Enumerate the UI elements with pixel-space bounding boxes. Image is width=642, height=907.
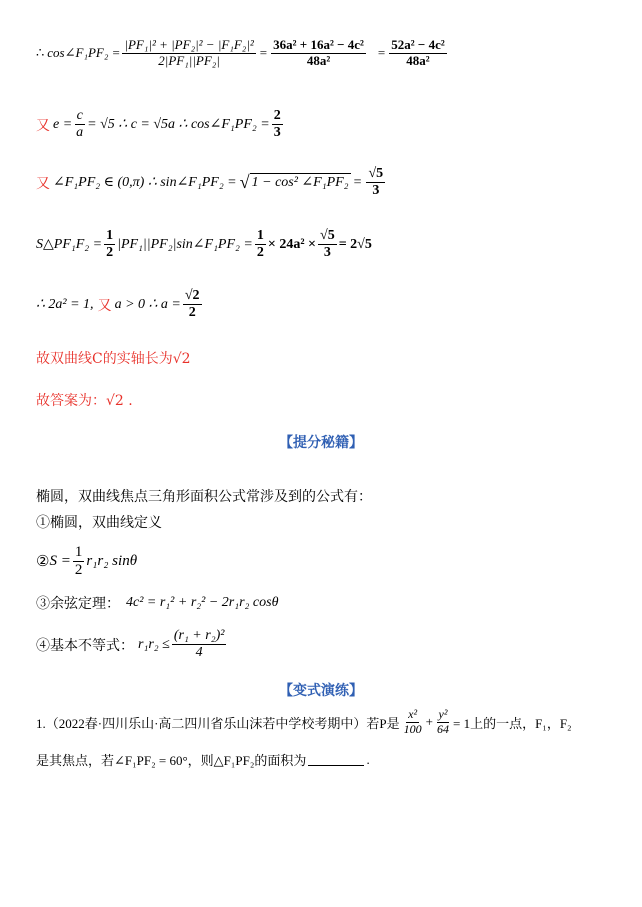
section-title-tips: 【提分秘籍】: [279, 435, 363, 451]
tips-item-1: ①椭圆，双曲线定义: [36, 515, 162, 531]
y-squared-over-64: $\frac{\text{y²}}{64}$: [436, 707, 449, 736]
tips-intro: 椭圆，双曲线焦点三角形面积公式常涉及到的公式有：: [36, 489, 372, 505]
therefore-symbol: ∴: [36, 45, 45, 61]
problem-line-2: 是其焦点，若∠F₁PF₂ = 60°，则△F₁PF₂的面积为 .: [36, 751, 370, 768]
c-over-a-fraction: $\frac{c}{a}$: [76, 108, 84, 141]
problem-line-1: 1.（2022春·四川乐山·高二四川省乐山沫若中学校考期中）若P是 $\frac{\text{x²}}{100}$ + $\frac{\text{y²}}{64}$ = 1上的一点，F₁，F₂: [36, 707, 572, 736]
one-half-fraction-2: $\frac{1}{2}$: [256, 228, 264, 261]
tips-item-2: ② S = $\frac{1}{2}$ r₁r₂ sinθ: [36, 544, 138, 579]
sqrt5-over-3-fraction: $\frac{√5}{3}$: [368, 166, 384, 199]
sqrt5-over-3-fraction-2: $\frac{√5}{3}$: [320, 228, 335, 261]
two-thirds-fraction: $\frac{2}{3}$: [273, 108, 281, 141]
step-solve-a: ∴ 2a² = 1, 又 a > 0 ∴ a = $\frac{√2}{2}$: [36, 288, 200, 321]
sqrt2-over-2-fraction: $\frac{√2}{2}$: [184, 288, 200, 321]
section-title-practice: 【变式演练】: [279, 683, 363, 699]
sqrt-expression: √ 1 − cos² ∠F₁PF₂: [239, 172, 349, 193]
simplified-fraction: $\frac{\text{52a² − 4c²}}{\text{48a²}}$: [391, 37, 445, 68]
you-marker: 又: [36, 118, 50, 134]
you-marker: 又: [97, 298, 112, 314]
answer-blank[interactable]: [308, 753, 364, 766]
x-squared-over-100: $\frac{\text{x²}}{100}$: [403, 707, 422, 736]
one-half-fraction-3: $\frac{1}{2}$: [74, 544, 83, 579]
answer-text: 故答案为：√2 .: [36, 393, 133, 409]
law-of-cosines-fraction: $\frac{\text{|PF₁|² + |PF₂|² − |F₁F₂|²}}{\text{2|PF₁||PF₂|}}$: [124, 37, 254, 68]
conclusion-text: 故双曲线C的实轴长为√2: [36, 351, 191, 367]
step-eccentricity: 又 e = $\frac{c}{a}$ = √5 ∴ c = √5a ∴ cos∠F₁PF₂ = $\frac{2}{3}$: [36, 108, 281, 141]
one-half-fraction: $\frac{1}{2}$: [106, 228, 114, 261]
tips-item-4: ④基本不等式： r₁r₂ ≤ $\frac{\text{(r₁ + r₂)²}}{4}$: [36, 628, 225, 661]
am-gm-fraction: $\frac{\text{(r₁ + r₂)²}}{4}$: [173, 628, 225, 661]
substituted-fraction: $\frac{\text{36a² + 16a² − 4c²}}{\text{48a²}}$: [273, 37, 364, 68]
you-marker: 又: [36, 176, 50, 192]
step-cos-formula: ∴ cos∠F₁PF₂ = $\frac{\text{|PF₁|² + |PF₂|² − |F₁F₂|²}}{\text{2|PF₁||PF₂|}}$ = $\frac{\text{36a² + 16a² − 4c²}}{\text{48a²}}$ = $\frac{\text{52a² − 4c²}}{\text{48a²}}$: [36, 37, 445, 68]
step-sine: 又 ∠F₁PF₂ ∈ (0,π) ∴ sin∠F₁PF₂ = √ 1 − cos² ∠F₁PF₂ = $\frac{√5}{3}$: [36, 166, 384, 199]
step-area: S△PF₁F₂ = $\frac{1}{2}$ |PF₁||PF₂|sin∠F₁PF₂ = $\frac{1}{2}$ × 24a² × $\frac{√5}{3}$ = 2√5: [36, 228, 372, 261]
tips-item-3: ③余弦定理： 4c² = r₁² + r₂² − 2r₁r₂ cosθ: [36, 595, 279, 612]
